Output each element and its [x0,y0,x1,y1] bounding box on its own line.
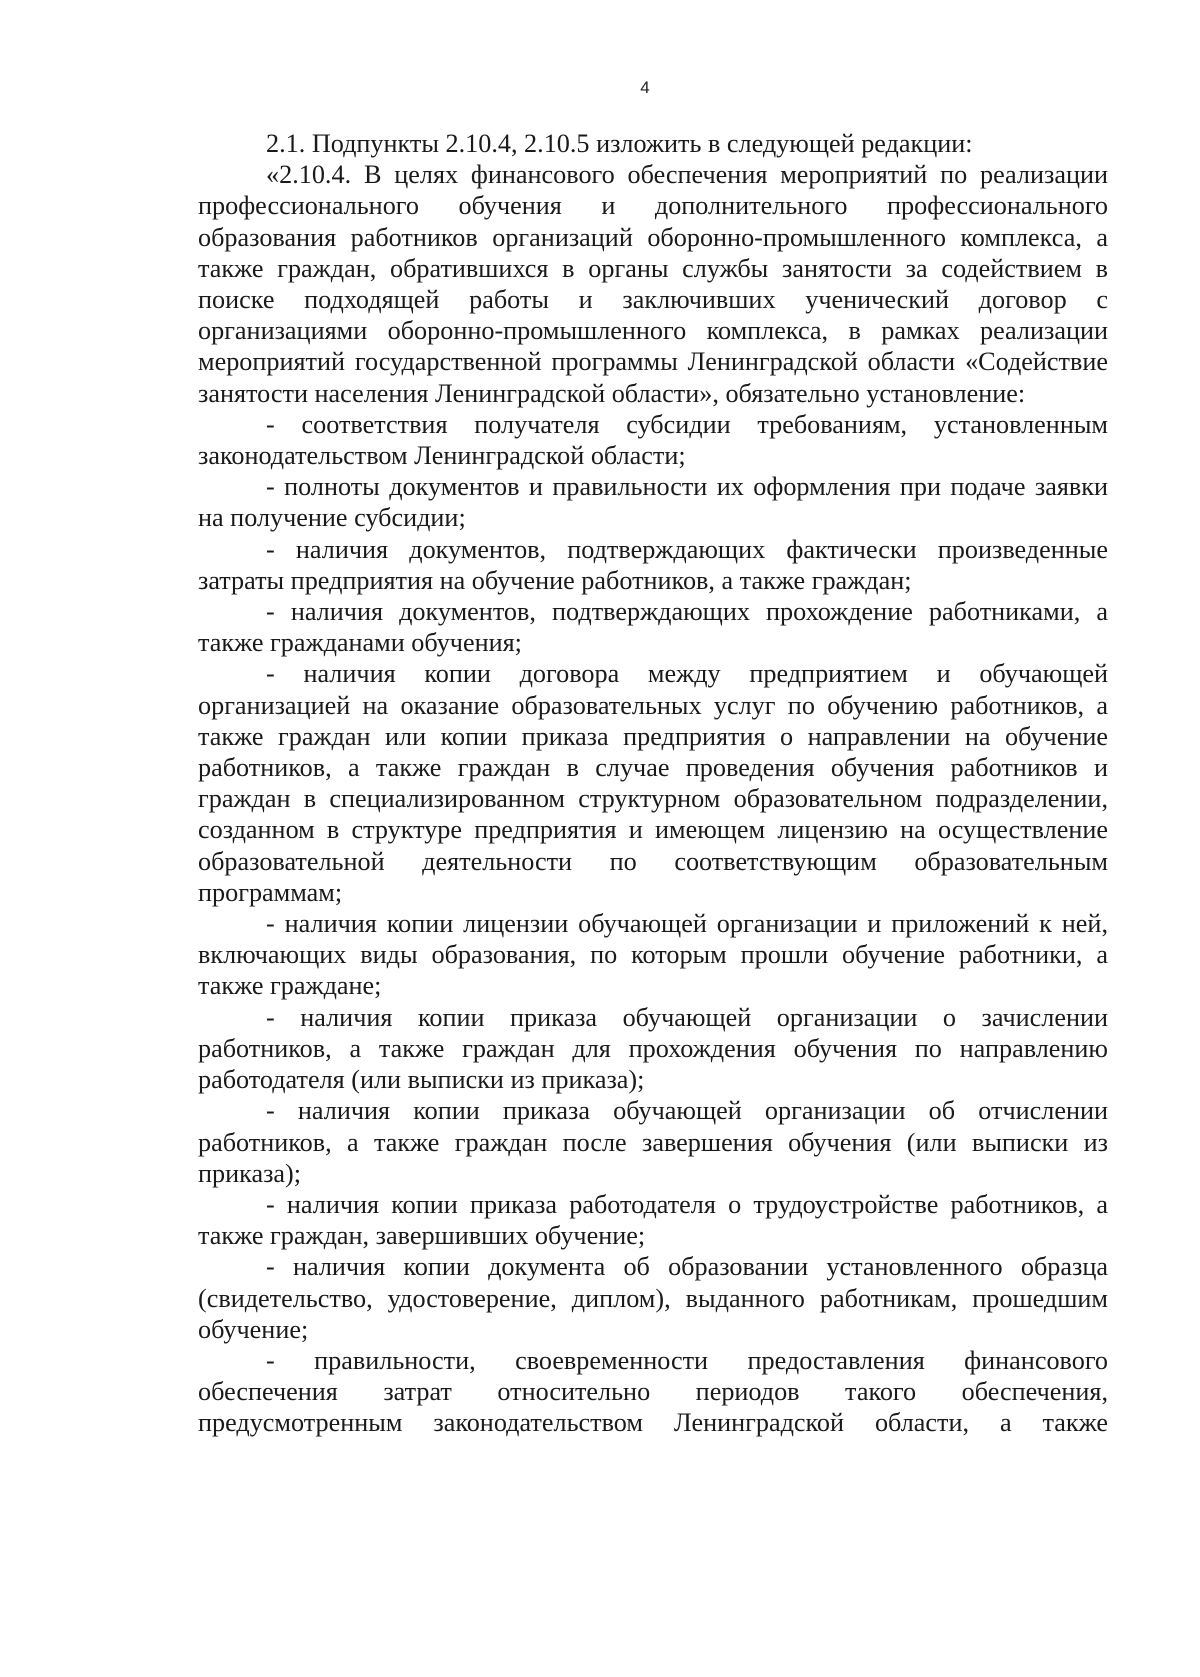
list-item-documents-completeness: - полноты документов и правильности их оформления при подаче заявки на получение субсидии; [198,472,1108,533]
list-item-education-document: - наличия копии документа об образовании установленного образца (свидетельство, удостоверение, диплом), выданного работникам, прошедшим обучение; [198,1252,1108,1344]
list-item-expulsion-order: - наличия копии приказа обучающей организации об отчислении работников, а также граждан после завершения обучения (или выписки из приказа); [198,1096,1108,1188]
list-item-recipient-compliance: - соответствия получателя субсидии требованиям, установленным законодательством Ленинградской области; [198,409,1108,471]
page-number: 4 [640,78,650,97]
list-item-enrollment-order: - наличия копии приказа обучающей организации о зачислении работников, а также граждан для прохождения обучения по направлению работодателя (или выписки из приказа); [198,1002,1108,1095]
paragraph-amendment-intro: 2.1. Подпункты 2.10.4, 2.10.5 изложить в следующей редакции: [266,129,973,158]
list-item-contract-copy: - наличия копии договора между предприятием и обучающей организацией на оказание образовательных услуг по обучению работников, а также граждан или копии приказа предприятия о направлении на обучение работников, а также граждан в случае проведения обучения работников и граждан в специализированном структурном образовательном подразделении, созданном в структуре предприятия и имеющем лицензию на осуществление образовательной деятельности по соответствующим образовательным программам; [198,659,1108,907]
list-item-training-documents: - наличия документов, подтверждающих прохождение работниками, а также гражданами обучения; [198,597,1108,658]
list-item-timeliness: - правильности, своевременности предоставления финансового обеспечения затрат относительно периодов такого обеспечения, предусмотренным законодательством Ленинградской области, а также [198,1345,1108,1438]
paragraph-2-10-4: «2.10.4. В целях финансового обеспечения мероприятий по реализации профессионального обучения и дополнительного профессионального образования работников организаций оборонно-промышленного комплекса, а также граждан, обратившихся в органы службы занятости за содействием в поиске подходящей работы и заключивших ученический договор с организациями оборонно-промышленного комплекса, в рамках реализации мероприятий государственной программы Ленинградской области «Содействие занятости населения Ленинградской области», обязательно установление: [198,160,1108,408]
list-item-employment-order: - наличия копии приказа работодателя о трудоустройстве работников, а также граждан, завершивших обучение; [198,1189,1108,1251]
document-body [198,128,1108,1439]
list-item-license-copy: - наличия копии лицензии обучающей организации и приложений к ней, включающих виды образования, по которым прошли обучение работники, а также граждане; [198,909,1108,1001]
list-item-expense-documents: - наличия документов, подтверждающих фактически произведенные затраты предприятия на обучение работников, а также граждан; [198,534,1108,595]
